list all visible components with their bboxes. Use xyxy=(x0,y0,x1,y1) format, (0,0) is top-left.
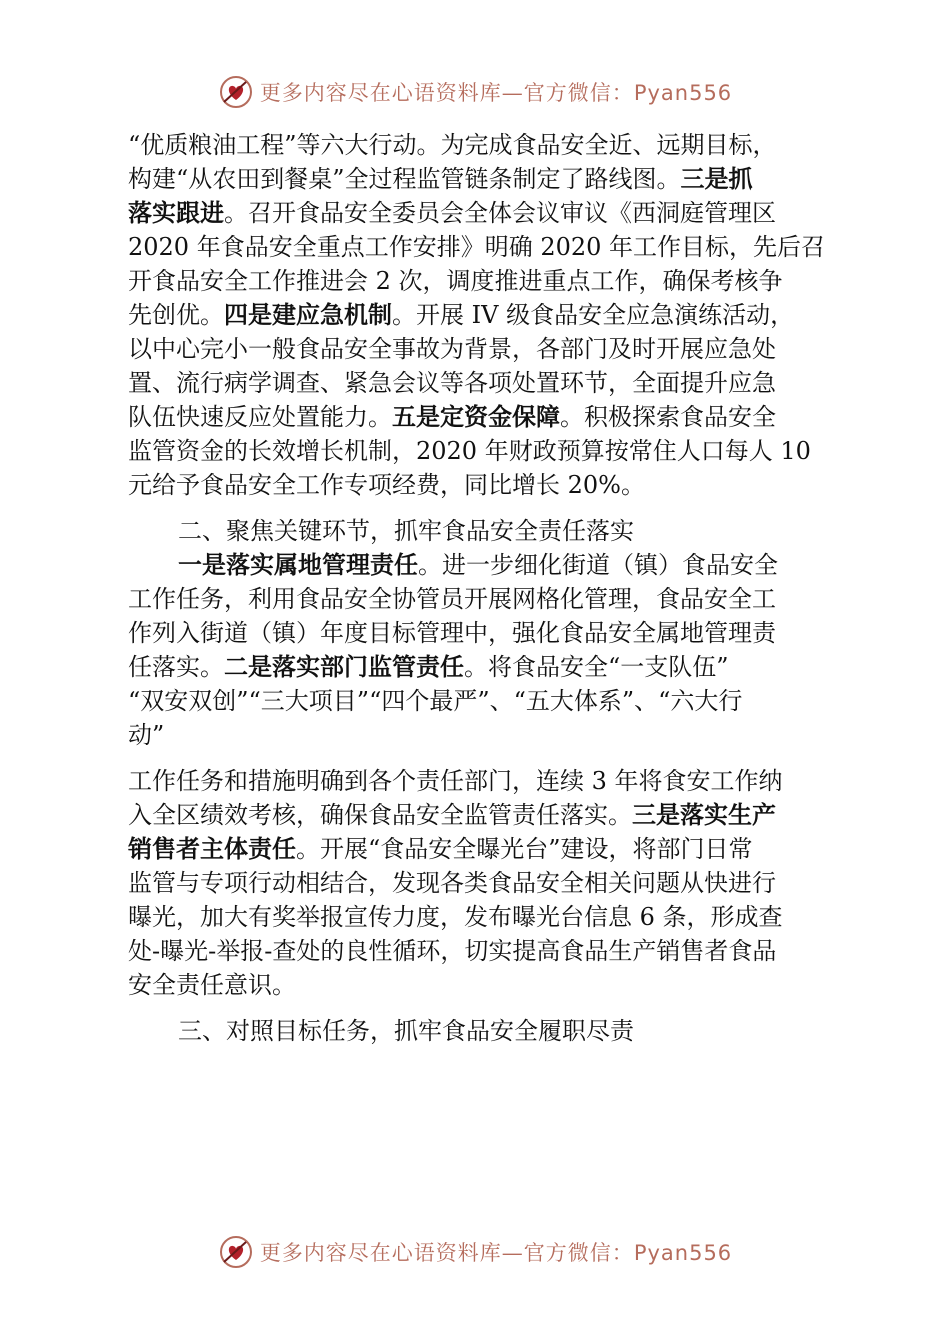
heart-logo-icon xyxy=(218,1234,254,1270)
text-line: 元给予食品安全工作专项经费，同比增长 20%。 xyxy=(128,471,645,499)
header-banner-text: 更多内容尽在心语资料库—官方微信：Pyan556 xyxy=(259,81,733,105)
heart-logo-icon xyxy=(218,74,254,110)
text-line: 队伍快速反应处置能力。五是定资金保障。积极探索食品安全 xyxy=(128,403,776,431)
text-line: 置、流行病学调查、紧急会议等各项处置环节，全面提升应急 xyxy=(128,369,776,397)
text-line: 以中心完小一般食品安全事故为背景，各部门及时开展应急处 xyxy=(128,335,776,363)
text-line: 监管资金的长效增长机制，2020 年财政预算按常住人口每人 10 xyxy=(128,437,811,465)
text-line: 入全区绩效考核，确保食品安全监管责任落实。三是落实生产 xyxy=(128,801,776,829)
section-heading: 三、对照目标任务，抓牢食品安全履职尽责 xyxy=(178,1017,634,1045)
header-banner xyxy=(0,72,950,112)
text-line: 开食品安全工作推进会 2 次，调度推进重点工作，确保考核争 xyxy=(128,267,783,295)
text-line: 任落实。二是落实部门监管责任。将食品安全“一支队伍” xyxy=(128,653,729,681)
text-line: 作列入街道（镇）年度目标管理中，强化食品安全属地管理责 xyxy=(128,619,776,647)
text-line: 构建“从农田到餐桌”全过程监管链条制定了路线图。三是抓 xyxy=(128,165,753,193)
text-line: 动” xyxy=(128,721,165,749)
text-line: 监管与专项行动相结合，发现各类食品安全相关问题从快进行 xyxy=(128,869,776,897)
text-line: “双安双创”“三大项目”“四个最严”、“五大体系”、“六大行 xyxy=(128,687,743,715)
text-line: 先创优。四是建应急机制。开展 IV 级食品安全应急演练活动， xyxy=(128,301,795,329)
text-line: 销售者主体责任。开展“食品安全曝光台”建设，将部门日常 xyxy=(128,835,753,863)
text-line: 2020 年食品安全重点工作安排》明确 2020 年工作目标，先后召 xyxy=(128,233,826,261)
text-line: 曝光，加大有奖举报宣传力度，发布曝光台信息 6 条，形成查 xyxy=(128,903,783,931)
text-line: 一是落实属地管理责任。进一步细化街道（镇）食品安全 xyxy=(178,551,778,579)
text-line: 工作任务，利用食品安全协管员开展网格化管理，食品安全工 xyxy=(128,585,776,613)
text-line: 工作任务和措施明确到各个责任部门，连续 3 年将食安工作纳 xyxy=(128,767,783,795)
text-line: 落实跟进。召开食品安全委员会全体会议审议《西洞庭管理区 xyxy=(128,199,776,227)
footer-banner-text: 更多内容尽在心语资料库—官方微信：Pyan556 xyxy=(259,1241,733,1265)
document-body xyxy=(128,128,828,1048)
text-line: 处-曝光-举报-查处的良性循环，切实提高食品生产销售者食品 xyxy=(128,937,777,965)
text-line: 安全责任意识。 xyxy=(128,971,296,999)
text-line: “优质粮油工程”等六大行动。为完成食品安全近、远期目标， xyxy=(128,131,777,159)
section-heading: 二、聚焦关键环节，抓牢食品安全责任落实 xyxy=(178,517,634,545)
footer-banner xyxy=(0,1232,950,1272)
